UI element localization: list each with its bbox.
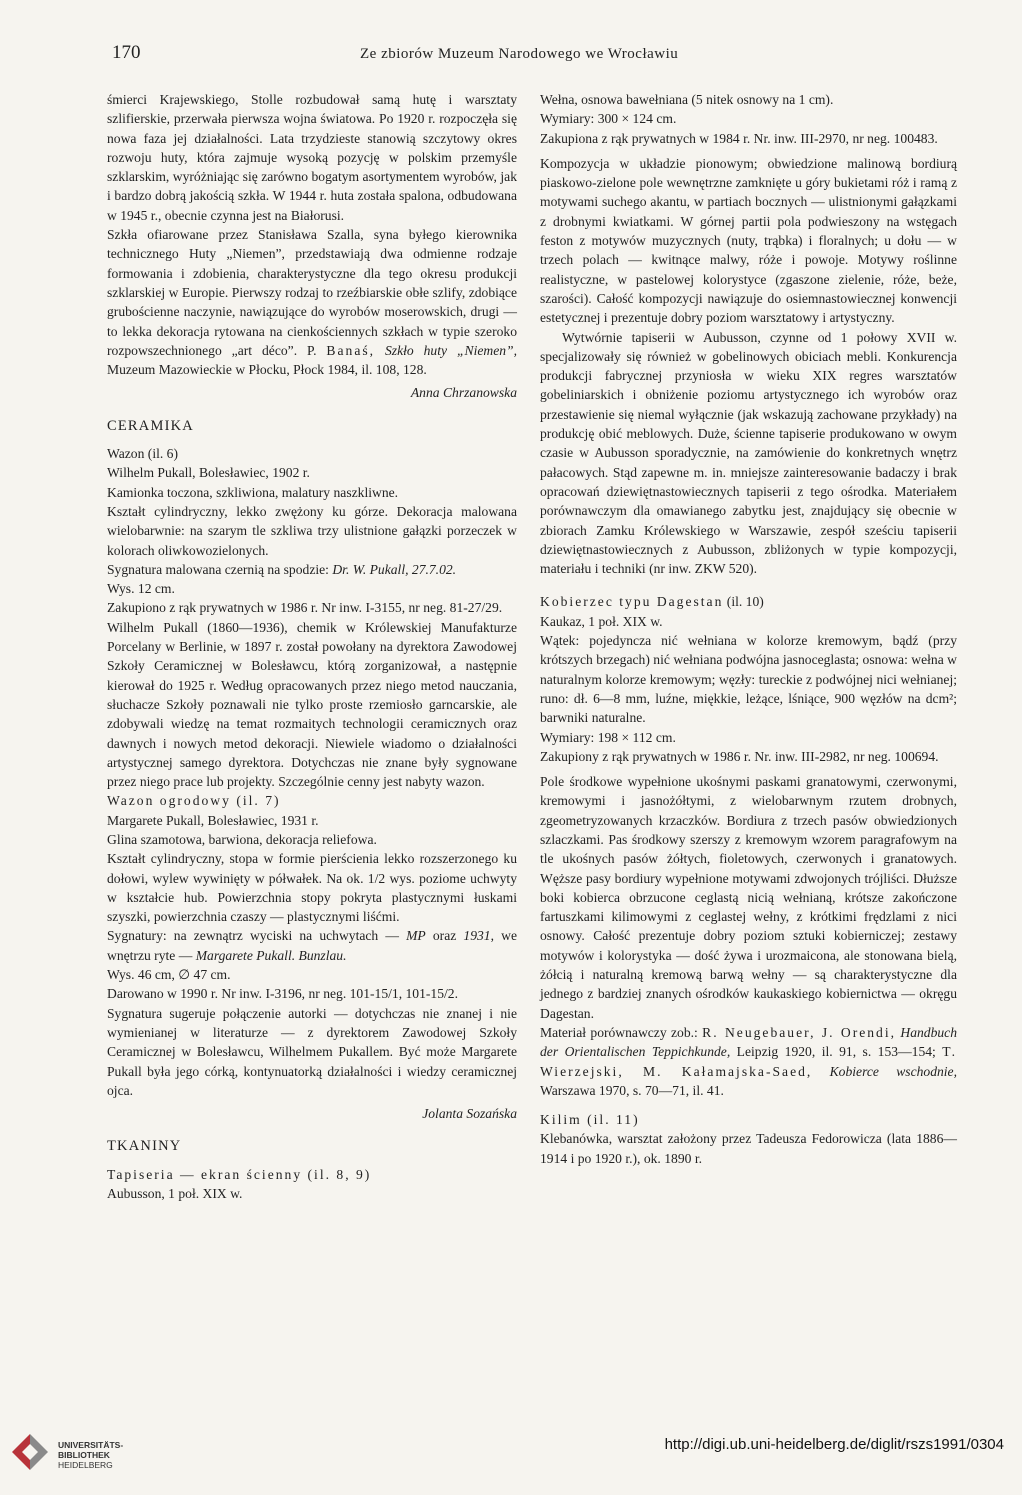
item-line: Wilhelm Pukall, Bolesławiec, 1902 r.	[107, 465, 310, 481]
item-line: Materiał porównawczy zob.: R. Neugebauer, J. Orendi, Handbuch der Orientalischen Teppichkunde, Leipzig 1920, il. 91, s. 153—154; T. Wierzejski, M. Kałamajska-Saed, Kobierce wschodnie, Warszawa 1970, s. 70—71, il. 41.	[540, 1024, 958, 1098]
running-title: Ze zbiorów Muzeum Narodowego we Wrocławiu	[360, 46, 679, 62]
author-signature: Anna Chrzanowska	[410, 385, 517, 401]
item-title: Tapiseria — ekran ścienny (il. 8, 9)	[107, 1166, 372, 1182]
author-signature: Jolanta Sozańska	[422, 1106, 517, 1122]
item-line: Zakupiony z rąk prywatnych w 1986 r. Nr. inw. III-2982, nr neg. 100694.	[540, 748, 939, 764]
paragraph: Wytwórnie tapiserii w Aubusson, czynne od 1 połowy XVII w. specjalizowały się również w gobelinowych obiciach mebli. Konkurencja produkcji fabrycznej przyniosła w wieku XIX regres warsztatów gobeliniarskich i obniżenie poziomu artystycznego ich wyrobów oraz przestawienie się niemal wyłącznie (jak wskazują zachowane przykłady) na produkcję obić meblowych. Duże, ścienne tapiserie produkowano w owym czasie w Aubusson sporadycznie, na zamówienie do konkretnych wnętrz pałacowych. Stąd zapewne m. in. mniejsze zainteresowanie badaczy i brak opracowań dziewiętnastowiecznych tapiserii z tego ośrodka. Materiałem porównawczym dla omawianego zabytku jest, znajdujący się obecnie w zbiorach Zamku Królewskiego w Warszawie, zespół sześciu tapiserii dziewiętnastowiecznych z Aubusson, zbliżonych w typie kompozycji, materiału i techniki (nr inw. ZKW 520).	[540, 329, 957, 577]
logo-text-line: UNIVERSITÄTS-	[58, 1440, 124, 1450]
section-heading-tkaniny: TKANINY	[107, 1138, 182, 1155]
item-line: Klebanówka, warsztat założony przez Tadeusza Fedorowicza (lata 1886—1914 i po 1920 r.), ok. 1890 r.	[540, 1131, 957, 1166]
item-line: Kaukaz, 1 poł. XIX w.	[540, 613, 663, 629]
author-name: Banaś,	[326, 342, 376, 358]
logo-text-line: HEIDELBERG	[58, 1460, 113, 1470]
item-line: Kształt cylindryczny, stopa w formie pierścienia lekko rozszerzonego ku dołowi, wylew wywinięty w półwałek. Na ok. 1/2 wys. poziome uchwyty w kształcie hub. Powierzchnia stopy pokryta plastycznymi łuskami szyszki, powierzchnia czaszy — plastycznymi liśćmi.	[107, 851, 517, 925]
paragraph: Szkła ofiarowane przez Stanisława Szalla, syna byłego kierownika technicznego Huty „Niemen”, przedstawiają dwa odmienne rodzaje formowania i zdobienia, charakterystyczne dla tego okresu produkcji szklarskiej w Europie. Pierwszy rodzaj to rzeźbiarskie obłe szlify, zdobiące grubościenne naczynie, nawiązujące do wyrobów moserowskich, drugi — to lekka dekoracja rytowana na cienkościennych szkłach w typie szeroko rozpowszechnionego „art déco”. P. Banaś, Szkło huty „Niemen”, Muzeum Mazowieckie w Płocku, Płock 1984, il. 108, 128.	[107, 227, 517, 378]
library-logo[interactable]	[12, 1428, 142, 1476]
item-line: Sygnatury: na zewnątrz wyciski na uchwytach — MP oraz 1931, we wnętrzu ryte — Margarete Pukall. Bunzlau.	[107, 928, 517, 963]
item-line: Wełna, osnowa bawełniana (5 nitek osnowy na 1 cm).	[540, 92, 834, 107]
paragraph: Kompozycja w układzie pionowym; obwiedzione malinową bordiurą piaskowo-zielone pole wewnętrzne zamknięte u góry bukietami róż i ramą z motywami suchego akantu, w partiach bocznych — ulistnionymi gałązkami z drobnymi kwiatkami. W górnej partii pola podwieszony na wstęgach feston z motywów muzycznych (nuty, trąbka) i floralnych; u dołu — w trzech polach — kwitnące malwy, róże i powoje. Motywy roślinne realistyczne, w pastelowej kolorystyce (zgaszone zielenie, róże, beże, szarości). Całość kompozycji nawiązuje do osiemnastowiecznej konwencji estetycznej i prezentuje dobry poziom warsztatowy i artystyczny.	[540, 155, 957, 326]
item-title: Wazon (il. 6)	[107, 446, 179, 462]
logo-text-line: BIBLIOTHEK	[58, 1450, 110, 1460]
source-url-link[interactable]: http://digi.ub.uni-heidelberg.de/diglit/rszs1991/0304	[664, 1436, 1004, 1453]
item-line: Wymiary: 198 × 112 cm.	[540, 729, 676, 745]
paragraph: Pole środkowe wypełnione ukośnymi paskami granatowymi, czerwonymi, kremowymi i jasnożółtymi, z wielobarwnym rzutem drobnych, zgeometryzowanych krzaczków. Bordiura z trzech pasów obwiedzionych szlaczkami. Pas środkowy szerszy z kremowym wzorem paragrafowym na tle ukośnych pasów żółtych, fioletowych, czerwonych i granatowych. Węższe pasy bordiury wypełnione motywami zdwojonych trójliści. Dłuższe boki kobierca obrzucone ceglastą nicią wełnianą, krótsze zakończone fartuszkami kilimowymi z ceglastej wełny, z krótkimi frędzlami z nici osnowy. Całość prezentuje dobry poziom sztuki kobierniczej; zestawy motywów i kolorystyka — dość żywa i urozmaicona, ale stonowana bielą, żółcią i naturalną kremową barwą wełny — są charakterystyczne dla jednego z bardziej znanych ośrodków kaukaskiego kobiernictwa — okręgu Dagestan.	[540, 774, 957, 1021]
item-line: Wys. 46 cm, ∅ 47 cm.	[107, 967, 231, 983]
item-line: Darowano w 1990 r. Nr inw. I-3196, nr neg. 101-15/1, 101-15/2.	[107, 986, 458, 1002]
book-title: Szkło huty „Niemen”,	[375, 342, 517, 358]
item-line: Wys. 12 cm.	[107, 581, 175, 597]
item-line: Wymiary: 300 × 124 cm.	[540, 111, 677, 127]
paragraph: Sygnatura sugeruje połączenie autorki — dotychczas nie znanej i nie wymienianej w literaturze — z dyrektorem Zawodowej Szkoły Ceramicznej w Bolesławcu, Wilhelmem Pukallem. Być może Margarete Pukall była jego córką, kontynuatorką działalności i wiedzy ceramicznej ojca.	[107, 1005, 517, 1098]
item-line: Zakupiona z rąk prywatnych w 1984 r. Nr. inw. III-2970, nr neg. 100483.	[540, 130, 938, 146]
item-title: Kobierzec typu Dagestan (il. 10)	[540, 594, 764, 610]
item-line: Wątek: pojedyncza nić wełniana w kolorze kremowym, bądź (przy krótszych brzegach) nić wełniana podwójna jasnoceglasta; osnowa: wełna w naturalnym kolorze kremowym; węzły: tureckie z podwójnej nici wełnianej; runo: dł. 6—8 mm, luźne, miękkie, leżące, lśniące, 900 węzłów na dcm²; barwniki naturalne.	[540, 633, 957, 726]
item-line: Glina szamotowa, barwiona, dekoracja reliefowa.	[107, 831, 377, 847]
item-title: Kilim (il. 11)	[540, 1112, 640, 1128]
item-line: Margarete Pukall, Bolesławiec, 1931 r.	[107, 812, 319, 828]
right-column	[540, 90, 957, 1168]
item-line: Kształt cylindryczny, lekko zwężony ku górze. Dekoracja malowana wielobarwnie: na szarym tle szkliwa trzy ulistnione gałązki porzeczek w kolorach oliwkowozielonych.	[107, 503, 517, 558]
paragraph: śmierci Krajewskiego, Stolle rozbudował samą hutę i warsztaty szlifierskie, przerwała pierwsza wojna światowa. Po 1920 r. rozpoczęła się nowa faza jej działalności. Lata trzydzieste stanowią szczytowy okres rozwoju huty, która zajmuje wysoką pozycję w polskim przemyśle szklarskim, wyróżniając się zarówno bogatym asortymentem wyrobów, jak i bardzo dobrą jakością szkła. W 1944 r. huta została spalona, odbudowana w 1945 r., obecnie czynna jest na Białorusi.	[107, 92, 517, 223]
item-title: Wazon ogrodowy (il. 7)	[107, 793, 281, 809]
left-column	[107, 90, 517, 1203]
page-number: 170	[112, 42, 141, 63]
library-emblem-icon	[12, 1432, 48, 1472]
section-heading-ceramika: CERAMIKA	[107, 417, 194, 434]
item-line: Zakupiono z rąk prywatnych w 1986 r. Nr inw. I-3155, nr neg. 81-27/29.	[107, 600, 503, 616]
item-line: Sygnatura malowana czernią na spodzie: Dr. W. Pukall, 27.7.02.	[107, 561, 457, 577]
paragraph: Wilhelm Pukall (1860—1936), chemik w Królewskiej Manufakturze Porcelany w Berlinie, w 1897 r. został powołany na dyrektora Zawodowej Szkoły Ceramicznej w Bolesławcu, którą zorganizował, a następnie kierował do 1925 r. Według opracowanych przez niego metod nauczania, słuchacze Szkoły poznawali nie tylko proste rzemiosło garncarskie, ale zdobywali wiedzę na temat rozmaitych technologii ceramicznych oraz dawnych i nowych metod dekoracji. Niewiele wiadomo o działalności artystycznej samego dyrektora. Dotychczas nie znane były sygnowane przez niego prace lub projekty. Szczególnie cenny jest nabyty wazon.	[107, 619, 517, 790]
item-line: Kamionka toczona, szkliwiona, malatury naszkliwne.	[107, 484, 399, 500]
item-line: Aubusson, 1 poł. XIX w.	[107, 1186, 243, 1202]
